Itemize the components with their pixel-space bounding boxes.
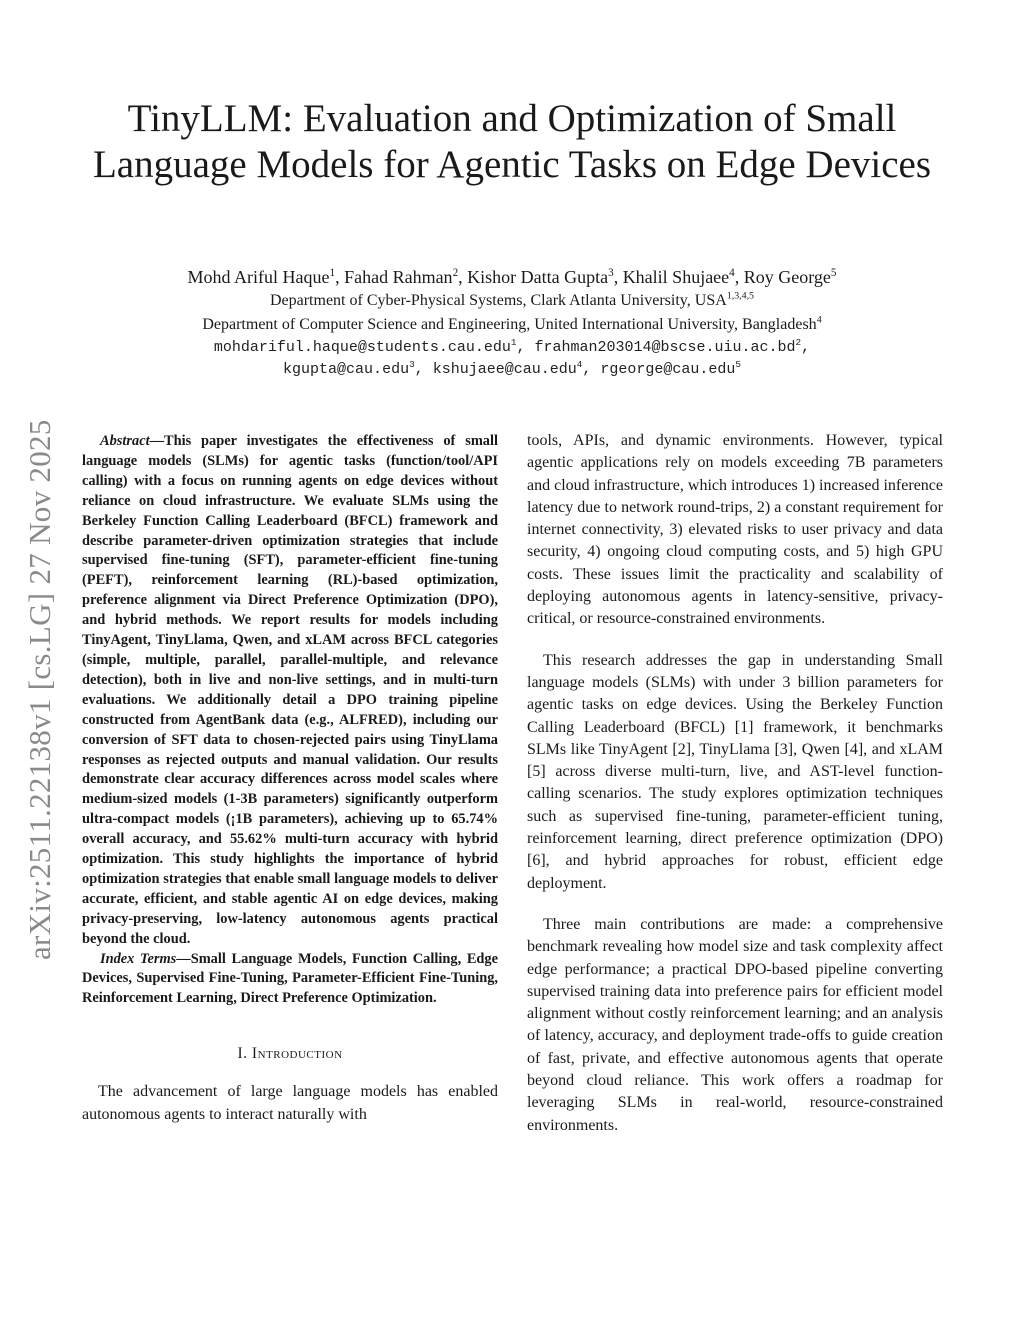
affiliation-marker: 1,3,4,5 — [726, 290, 755, 302]
email-marker: 1 — [510, 337, 517, 348]
author-name: Fahad Rahman — [344, 267, 453, 287]
abstract-text: —This paper investigates the effectiveness of small language models (SLMs) for agentic tasks (function/tool/API calling) with a focus on running agents on edge devices without reliance on cloud infrastructure. We evaluate SLMs using the Berkeley Function Calling Leaderboard (BFCL) framework and describe parameter-driven optimization strategies that include supervised fine-tuning (SFT), parameter-efficient fine-tuning (PEFT), reinforcement learning (RL)-based optimization, preference alignment via Direct Preference Optimization (DPO), and hybrid methods. We report results for models including TinyAgent, TinyLlama, Qwen, and xLAM across BFCL categories (simple, multiple, parallel, parallel-multiple, and relevance detection), both in live and non-live settings, and in multi-turn evaluations. We additionally detail a DPO training pipeline constructed from AgentBank data (e.g., ALFRED), including our conversion of SFT data to chosen-rejected pairs using TinyLlama responses as rejected outputs and manual validation. Our results demonstrate clear accuracy differences across model scales where medium-sized models (1-3B parameters) significantly outperform ultra-compact models (¡1B parameters), achieving up to 65.74% overall accuracy, and 55.62% multi-turn accuracy with hybrid optimization. This study highlights the importance of hybrid optimization strategies that enable small language models to deliver accurate, efficient, and stable agentic AI on edge devices, making privacy-preserving, low-latency autonomous agents practical beyond the cloud. — [82, 433, 498, 947]
affiliation-text: Department of Cyber-Physical Systems, Clark Atlanta University, USA — [269, 292, 727, 309]
author-name: Kishor Datta Gupta — [467, 267, 609, 287]
author-list: Mohd Ariful Haque$^1$, Fahad Rahman$^2$, Kishor Datta Gupta$^3$, Khalil Shujaee$^4$, Roy George$^5$ — [187, 267, 837, 287]
intro-paragraph: The advancement of large language models has enabled autonomous agents to interact naturally with — [82, 1083, 498, 1123]
section-number: I. — [237, 1045, 252, 1063]
affiliation-line — [60, 290, 964, 312]
affiliation-text: Department of Computer Science and Engineering, United International University, Bangladesh — [202, 316, 817, 333]
email-marker: 2 — [795, 337, 802, 348]
author-email[interactable]: kgupta@cau.edu — [283, 361, 410, 378]
author-affiliation-marker: 2 — [452, 267, 459, 279]
author-affiliation-marker: 3 — [608, 267, 614, 279]
author-name: Roy George — [743, 267, 831, 287]
arxiv-identifier-stamp: arXiv:2511.22138v1 [cs.LG] 27 Nov 2025 — [22, 419, 57, 960]
affiliation-line — [60, 314, 964, 336]
left-column — [82, 432, 498, 1126]
author-name: Mohd Ariful Haque — [187, 267, 330, 287]
author-affiliation-marker: 4 — [729, 267, 735, 279]
author-email[interactable]: frahman203014@bscse.uiu.ac.bd — [534, 339, 796, 356]
index-terms — [82, 950, 498, 1010]
author-affiliation-marker: 1 — [329, 267, 336, 279]
body-paragraph: This research addresses the gap in understanding Small language models (SLMs) with under 3 billion parameters for agentic tasks on edge devices. Using the Berkeley Function Calling Leaderboard (BFCL) [1] framework, it benchmarks SLMs like TinyAgent [2], TinyLlama [3], Qwen [4], and xLAM [5] across diverse multi-turn, live, and AST-level function-calling scenarios. The study explores optimization techniques such as supervised fine-tuning, parameter-efficient tuning, reinforcement learning, direct preference optimization (DPO) [6], and hybrid approaches for robust, efficient edge deployment. — [527, 651, 943, 892]
email-line: mohdariful.haque@students.cau.edu$^1$, $frahman203014@bscse.uiu.ac.bd^2$, — [213, 337, 811, 356]
author-email[interactable]: kshujaee@cau.edu — [432, 361, 577, 378]
body-paragraph: Three main contributions are made: a comprehensive benchmark revealing how model size and task complexity affect edge performance; a practical DPO-based pipeline converting supervised training data into preference pairs for efficient model alignment without costly reinforcement learning; and an analysis of latency, accuracy, and deployment trade-offs to guide creation of fast, private, and effective autonomous agents that operate beyond cloud reliance. This work offers a roadmap for leveraging SLMs in real-world, resource-constrained environments. — [527, 915, 943, 1134]
section-heading-introduction — [82, 1045, 498, 1063]
index-terms-text: —Small Language Models, Function Calling, Edge Devices, Supervised Fine-Tuning, Parameter-Efficient Fine-Tuning, Reinforcement Learning, Direct Preference Optimization. — [82, 950, 499, 1007]
paper-title: TinyLLM: Evaluation and Optimization of Small Language Models for Agentic Tasks on Edge Devices — [92, 97, 932, 186]
author-affiliation-marker: 5 — [830, 267, 837, 279]
email-marker: 3 — [409, 359, 415, 370]
section-title: Introduction — [251, 1045, 343, 1063]
right-column — [527, 430, 943, 1156]
email-marker: 5 — [735, 359, 741, 370]
abstract-label: Abstract — [100, 433, 150, 449]
body-paragraph: tools, APIs, and dynamic environments. However, typical agentic applications rely on models exceeding 7B parameters and cloud infrastructure, which introduces 1) increased inference latency due to network round-trips, 2) a constant requirement for internet connectivity, 3) elevated risks to user privacy and data security, 4) ongoing cloud computing costs, and 5) high GPU costs. These issues limit the practicality and scalability of deploying autonomous agents in latency-sensitive, privacy-critical, or resource-constrained environments. — [527, 432, 943, 628]
email-marker: 4 — [576, 359, 583, 370]
author-email[interactable]: mohdariful.haque@students.cau.edu — [213, 339, 511, 356]
abstract — [82, 432, 498, 950]
index-terms-label: Index Terms — [100, 950, 177, 967]
author-name: Khalil Shujaee — [622, 267, 730, 287]
affiliation-marker: 4 — [816, 314, 822, 326]
email-line: kgupta@cau.edu$^3$, kshujaee@cau.edu$^4$, rgeorge@cau.edu$^5$ — [283, 359, 741, 378]
author-email[interactable]: rgeorge@cau.edu — [600, 361, 736, 378]
